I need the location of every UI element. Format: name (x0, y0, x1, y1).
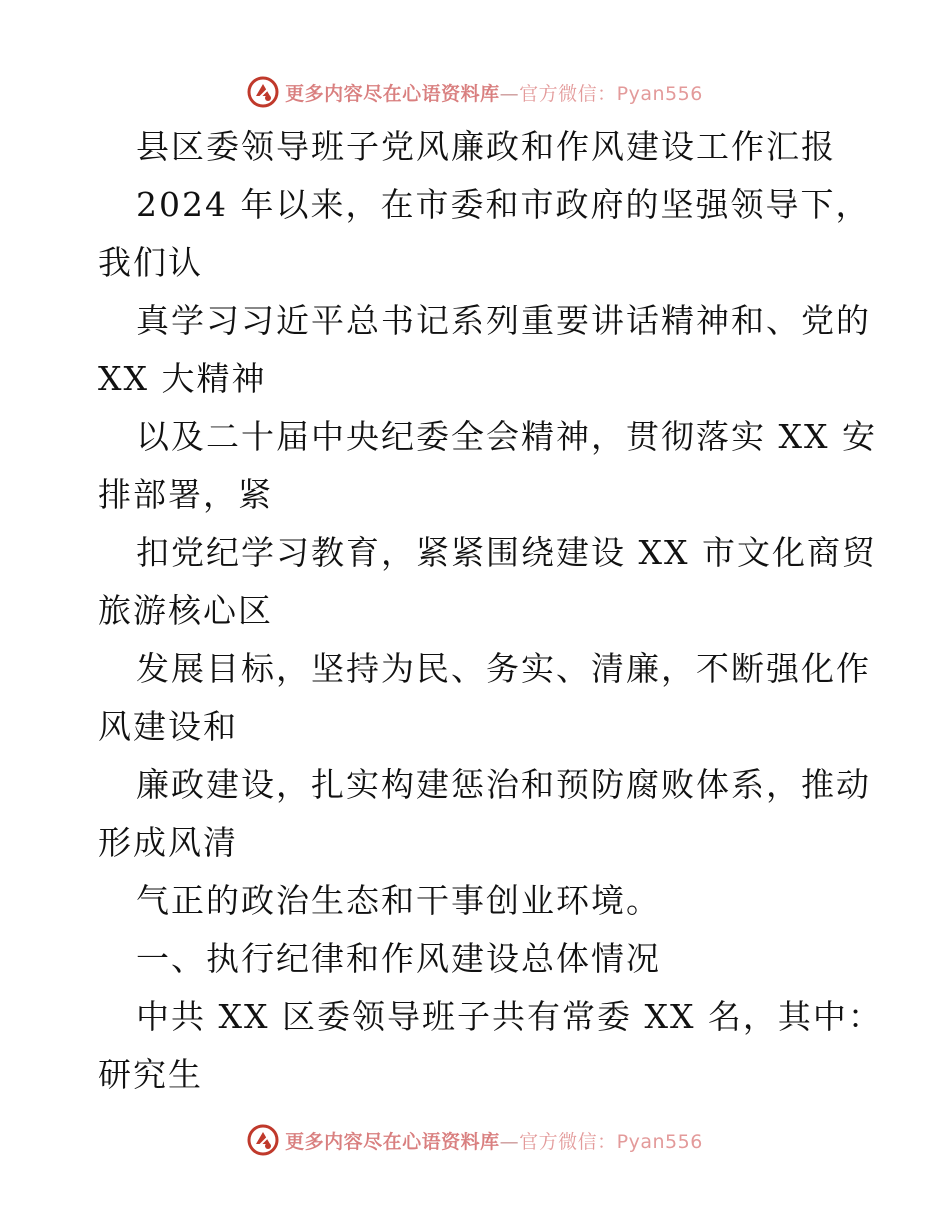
footer-banner (0, 1120, 950, 1160)
brand-logo-icon (247, 76, 279, 108)
paragraph-line: 排部署，紧 (98, 475, 273, 514)
banner-text (285, 79, 703, 106)
paragraph-line: 发展目标，坚持为民、务实、清廉，不断强化作 (136, 649, 871, 688)
brand-logo-icon (247, 1124, 279, 1156)
paragraph-line: 扣党纪学习教育，紧紧围绕建设 XX 市文化商贸 (136, 533, 877, 572)
banner-contact-text: 官方微信：Pyan556 (519, 82, 703, 105)
paragraph-line: 研究生 (98, 1055, 203, 1094)
paragraph-line: 我们认 (98, 243, 203, 282)
paragraph-line: XX 大精神 (98, 359, 267, 398)
banner-main-text: 更多内容尽在心语资料库 (285, 82, 500, 105)
section-heading: 一、执行纪律和作风建设总体情况 (136, 939, 661, 978)
banner-text (285, 1127, 703, 1154)
paragraph-line: 2024 年以来，在市委和市政府的坚强领导下， (136, 185, 871, 224)
paragraph-line: 形成风清 (98, 823, 238, 862)
paragraph-line: 气正的政治生态和干事创业环境。 (136, 881, 661, 920)
paragraph-line: 真学习习近平总书记系列重要讲话精神和、党的 (136, 301, 871, 340)
paragraph-line: 廉政建设，扎实构建惩治和预防腐败体系，推动 (136, 765, 871, 804)
header-banner (0, 72, 950, 112)
paragraph-line: 中共 XX 区委领导班子共有常委 XX 名，其中： (136, 997, 883, 1036)
paragraph-line: 旅游核心区 (98, 591, 273, 630)
paragraph-line: 风建设和 (98, 707, 238, 746)
banner-separator: — (499, 82, 520, 105)
banner-contact-text: 官方微信：Pyan556 (519, 1130, 703, 1153)
banner-separator: — (499, 1130, 520, 1153)
document-title: 县区委领导班子党风廉政和作风建设工作汇报 (136, 127, 836, 166)
paragraph-line: 以及二十届中央纪委全会精神，贯彻落实 XX 安 (136, 417, 877, 456)
banner-main-text: 更多内容尽在心语资料库 (285, 1130, 500, 1153)
document-body (98, 118, 883, 1104)
